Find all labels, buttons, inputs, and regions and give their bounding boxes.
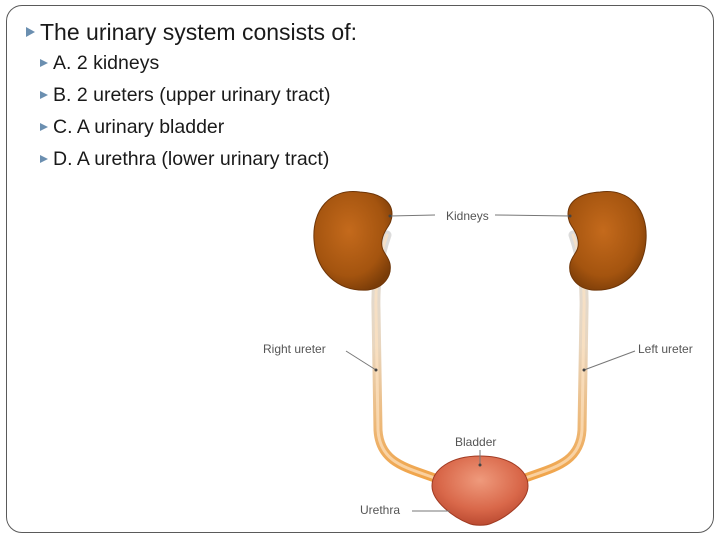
list-item — [40, 111, 357, 143]
bullet-arrow-icon — [26, 27, 35, 37]
right-kidney-icon — [314, 192, 392, 291]
label-left-ureter: Left ureter — [638, 342, 693, 356]
bullet-arrow-icon — [40, 91, 48, 99]
list-item-text: B. 2 ureters (upper urinary tract) — [53, 84, 331, 106]
label-urethra: Urethra — [360, 503, 401, 517]
list-item-text: C. A urinary bladder — [53, 116, 225, 138]
label-kidneys: Kidneys — [446, 209, 489, 223]
list-item-text: A. 2 kidneys — [53, 52, 160, 74]
label-bladder: Bladder — [455, 435, 497, 449]
list-item — [40, 47, 357, 79]
list-item — [40, 79, 357, 111]
bullet-arrow-icon — [40, 155, 48, 163]
heading-bullet — [26, 16, 357, 47]
bullet-list — [26, 16, 357, 175]
urinary-system-diagram — [250, 180, 720, 530]
list-item-text: D. A urethra (lower urinary tract) — [53, 148, 330, 170]
bullet-arrow-icon — [40, 123, 48, 131]
left-kidney-icon — [568, 192, 646, 291]
list-item — [40, 143, 357, 175]
slide-heading: The urinary system consists of: — [40, 18, 357, 45]
label-right-ureter: Right ureter — [263, 342, 326, 356]
bullet-arrow-icon — [40, 59, 48, 67]
